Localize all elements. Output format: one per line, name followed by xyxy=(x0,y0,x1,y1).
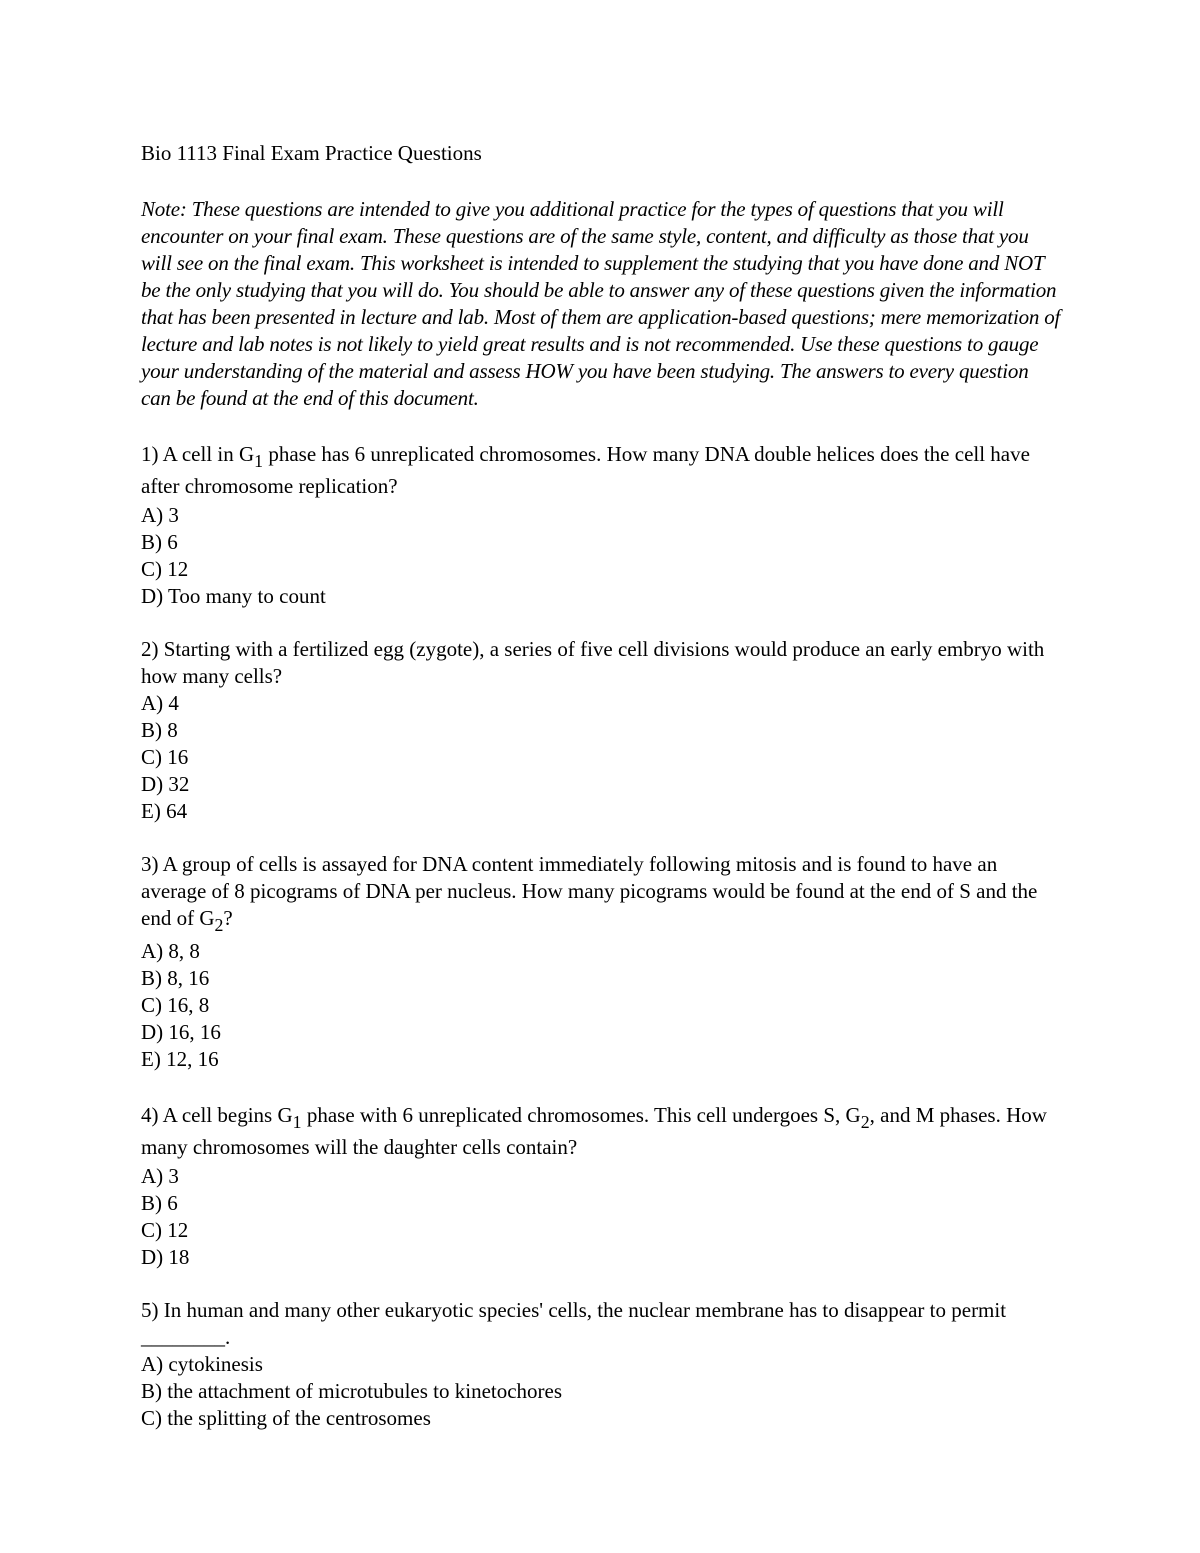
answer-option: B) 6 xyxy=(141,530,178,554)
answer-options xyxy=(141,502,1061,610)
question-stem: 1) A cell in G1 phase has 6 unreplicated chromosomes. How many DNA double helices does the cell have after chromosome replication? xyxy=(141,442,1030,498)
answer-option: B) 6 xyxy=(141,1191,178,1215)
question-5 xyxy=(141,1297,1061,1432)
answer-option: E) 64 xyxy=(141,799,188,823)
question-stem: 5) In human and many other eukaryotic species' cells, the nuclear membrane has to disappear to permit ________. xyxy=(141,1298,1007,1349)
question-3 xyxy=(141,851,1061,1073)
answer-options xyxy=(141,1351,1061,1432)
answer-option: A) 3 xyxy=(141,1164,179,1188)
question-1 xyxy=(141,438,1061,610)
answer-option: A) cytokinesis xyxy=(141,1352,263,1376)
instructions-note: Note: These questions are intended to give you additional practice for the types of questions that you will encounter on your final exam. These questions are of the same style, content, and difficulty as those that you will see on the final exam. This worksheet is intended to supplement the studying that you have done and NOT be the only studying that you will do. You should be able to answer any of these questions given the information that has been presented in lecture and lab. Most of them are application-based questions; mere memorization of lecture and lab notes is not likely to yield great results and is not recommended. Use these questions to gauge your understanding of the material and assess HOW you have been studying. The answers to every question can be found at the end of this document. xyxy=(141,197,1061,410)
answer-options xyxy=(141,690,1061,825)
answer-option: A) 4 xyxy=(141,691,179,715)
question-stem: 3) A group of cells is assayed for DNA content immediately following mitosis and is found to have an average of 8 picograms of DNA per nucleus. How many picograms would be found at the end of S and the end of G2? xyxy=(141,852,1038,936)
answer-option: D) 32 xyxy=(141,772,190,796)
answer-options xyxy=(141,1163,1061,1271)
document-page xyxy=(141,140,1061,1458)
question-stem: 2) Starting with a fertilized egg (zygote), a series of five cell divisions would produce an early embryo with how many cells? xyxy=(141,637,1045,688)
document-title: Bio 1113 Final Exam Practice Questions xyxy=(141,141,482,165)
answer-option: C) 12 xyxy=(141,1218,189,1242)
answer-option: D) 16, 16 xyxy=(141,1020,221,1044)
answer-option: E) 12, 16 xyxy=(141,1047,219,1071)
answer-option: B) 8, 16 xyxy=(141,966,210,990)
answer-options xyxy=(141,938,1061,1073)
question-2 xyxy=(141,636,1061,825)
answer-option: D) 18 xyxy=(141,1245,190,1269)
question-stem: 4) A cell begins G1 phase with 6 unreplicated chromosomes. This cell undergoes S, G2, and M phases. How many chromosomes will the daughter cells contain? xyxy=(141,1103,1047,1159)
answer-option: D) Too many to count xyxy=(141,584,326,608)
answer-option: C) 16, 8 xyxy=(141,993,210,1017)
question-4 xyxy=(141,1099,1061,1271)
answer-option: A) 3 xyxy=(141,503,179,527)
answer-option: B) the attachment of microtubules to kinetochores xyxy=(141,1379,563,1403)
answer-option: C) the splitting of the centrosomes xyxy=(141,1406,431,1430)
answer-option: A) 8, 8 xyxy=(141,939,200,963)
answer-option: C) 16 xyxy=(141,745,189,769)
answer-option: B) 8 xyxy=(141,718,178,742)
answer-option: C) 12 xyxy=(141,557,189,581)
